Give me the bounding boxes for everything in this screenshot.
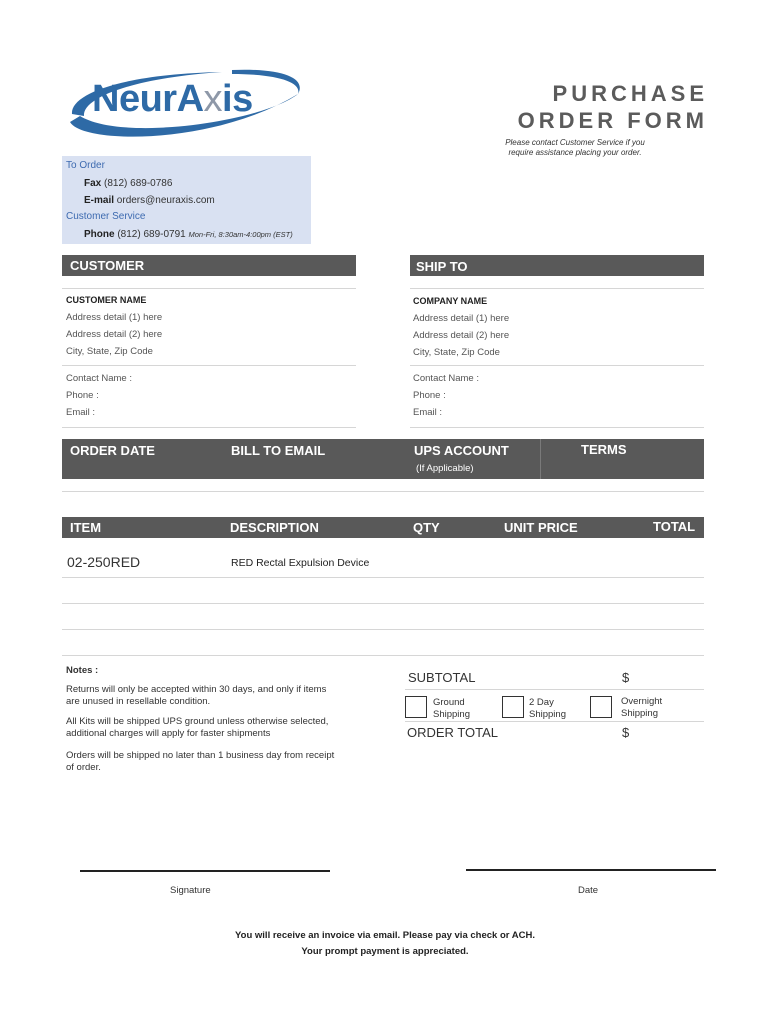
phone-label: Phone	[84, 229, 115, 240]
invoice-note: You will receive an invoice via email. Please pay via check or ACH.	[235, 930, 535, 941]
assistance-note	[460, 138, 690, 158]
customer-contact-name[interactable]: Contact Name :	[66, 373, 132, 384]
ground-shipping-checkbox[interactable]	[405, 696, 427, 718]
signature-label: Signature	[170, 885, 211, 896]
ship-to-header-bar	[410, 255, 704, 276]
two-day-shipping-checkbox[interactable]	[502, 696, 524, 718]
overnight-shipping-label-line-2: Shipping	[621, 708, 658, 719]
ship-to-heading: SHIP TO	[416, 259, 468, 274]
fax-value: (812) 689-0786	[104, 178, 173, 189]
email-value[interactable]: orders@neuraxis.com	[116, 195, 215, 206]
overnight-shipping-label	[621, 696, 662, 720]
note-returns-line-2: are unused in resellable condition.	[66, 696, 211, 707]
divider	[62, 603, 704, 604]
date-label: Date	[578, 885, 599, 896]
item-description: RED Rectal Expulsion Device	[231, 557, 370, 569]
customer-name[interactable]: CUSTOMER NAME	[66, 295, 147, 305]
fax-label: Fax	[84, 178, 102, 189]
divider	[405, 721, 704, 722]
customer-city[interactable]: City, State, Zip Code	[66, 346, 153, 357]
signature-line[interactable]	[80, 870, 330, 872]
item-number: 02-250RED	[67, 554, 141, 570]
customer-service-heading: Customer Service	[66, 211, 146, 222]
divider	[62, 577, 704, 578]
order-contact-box	[62, 156, 311, 244]
date-line[interactable]	[466, 869, 716, 871]
ship-company-name[interactable]: COMPANY NAME	[413, 296, 488, 306]
description-column-heading: DESCRIPTION	[230, 520, 319, 535]
divider	[62, 655, 704, 656]
email-label: E-mail	[84, 195, 115, 206]
payment-note: Your prompt payment is appreciated.	[301, 946, 469, 957]
title-line-1: PURCHASE	[552, 81, 708, 106]
divider	[410, 365, 704, 366]
ground-shipping-label	[433, 697, 470, 721]
divider	[62, 427, 356, 428]
two-day-shipping-label	[529, 697, 566, 721]
title-line-2: ORDER FORM	[517, 108, 708, 133]
ground-shipping-label-line-2: Shipping	[433, 709, 470, 720]
note-dispatch-line-1: Orders will be shipped no later than 1 business day from receipt	[66, 750, 335, 761]
ship-phone[interactable]: Phone :	[413, 390, 446, 401]
customer-address-1[interactable]: Address detail (1) here	[66, 312, 163, 323]
customer-heading: CUSTOMER	[70, 258, 145, 273]
divider	[410, 288, 704, 289]
divider	[62, 365, 356, 366]
total-column-heading: TOTAL	[653, 519, 696, 534]
bar-divider	[540, 439, 541, 479]
divider	[410, 427, 704, 428]
customer-header-bar	[62, 255, 356, 276]
divider	[62, 629, 704, 630]
customer-email[interactable]: Email :	[66, 407, 96, 418]
fax-line	[84, 178, 172, 189]
ship-email[interactable]: Email :	[413, 407, 443, 418]
logo-wordmark: NeurAxis	[92, 78, 253, 120]
company-logo	[62, 64, 312, 144]
form-title	[518, 80, 708, 134]
note-dispatch-line-2: of order.	[66, 762, 101, 773]
item-column-heading: ITEM	[70, 520, 102, 535]
note-dispatch	[66, 750, 334, 774]
bill-to-email-heading: BILL TO EMAIL	[231, 443, 326, 458]
customer-address-2[interactable]: Address detail (2) here	[66, 329, 163, 340]
overnight-shipping-checkbox[interactable]	[590, 696, 612, 718]
order-date-heading: ORDER DATE	[70, 443, 155, 458]
subtotal-currency: $	[622, 670, 630, 685]
ship-address-2[interactable]: Address detail (2) here	[413, 330, 510, 341]
phone-hours: Mon-Fri, 8:30am-4:00pm (EST)	[188, 230, 293, 239]
note-shipping-line-2: additional charges will apply for faster shipments	[66, 728, 271, 739]
order-total-label: ORDER TOTAL	[407, 725, 499, 740]
two-day-shipping-label-line-2: Shipping	[529, 709, 566, 720]
phone-line	[84, 229, 293, 240]
ups-account-note: (If Applicable)	[416, 463, 474, 474]
divider	[62, 288, 356, 289]
order-total-currency: $	[622, 725, 630, 740]
customer-phone[interactable]: Phone :	[66, 390, 99, 401]
ship-contact-name[interactable]: Contact Name :	[413, 373, 479, 384]
unit-price-column-heading: UNIT PRICE	[504, 520, 578, 535]
note-shipping-line-1: All Kits will be shipped UPS ground unless otherwise selected,	[66, 716, 329, 727]
assistance-note-line-1: Please contact Customer Service if you	[505, 138, 645, 147]
ship-city[interactable]: City, State, Zip Code	[413, 347, 500, 358]
qty-column-heading: QTY	[413, 520, 440, 535]
email-line	[84, 195, 215, 206]
notes-heading: Notes :	[66, 665, 99, 676]
divider	[62, 491, 704, 492]
ups-account-heading: UPS ACCOUNT	[414, 443, 509, 458]
overnight-shipping-label-line-1: Overnight	[621, 696, 663, 707]
ship-address-1[interactable]: Address detail (1) here	[413, 313, 510, 324]
subtotal-label: SUBTOTAL	[408, 670, 476, 685]
divider	[405, 689, 704, 690]
note-returns-line-1: Returns will only be accepted within 30 days, and only if items	[66, 684, 327, 695]
note-shipping	[66, 716, 328, 740]
to-order-heading: To Order	[66, 160, 105, 171]
order-info-bar	[62, 439, 704, 479]
phone-value: (812) 689-0791	[117, 229, 186, 240]
terms-heading: TERMS	[581, 442, 627, 457]
items-header-bar	[62, 517, 704, 538]
ground-shipping-label-line-1: Ground	[433, 697, 465, 708]
note-returns	[66, 684, 326, 708]
two-day-shipping-label-line-1: 2 Day	[529, 697, 554, 708]
assistance-note-line-2: require assistance placing your order.	[508, 148, 642, 157]
